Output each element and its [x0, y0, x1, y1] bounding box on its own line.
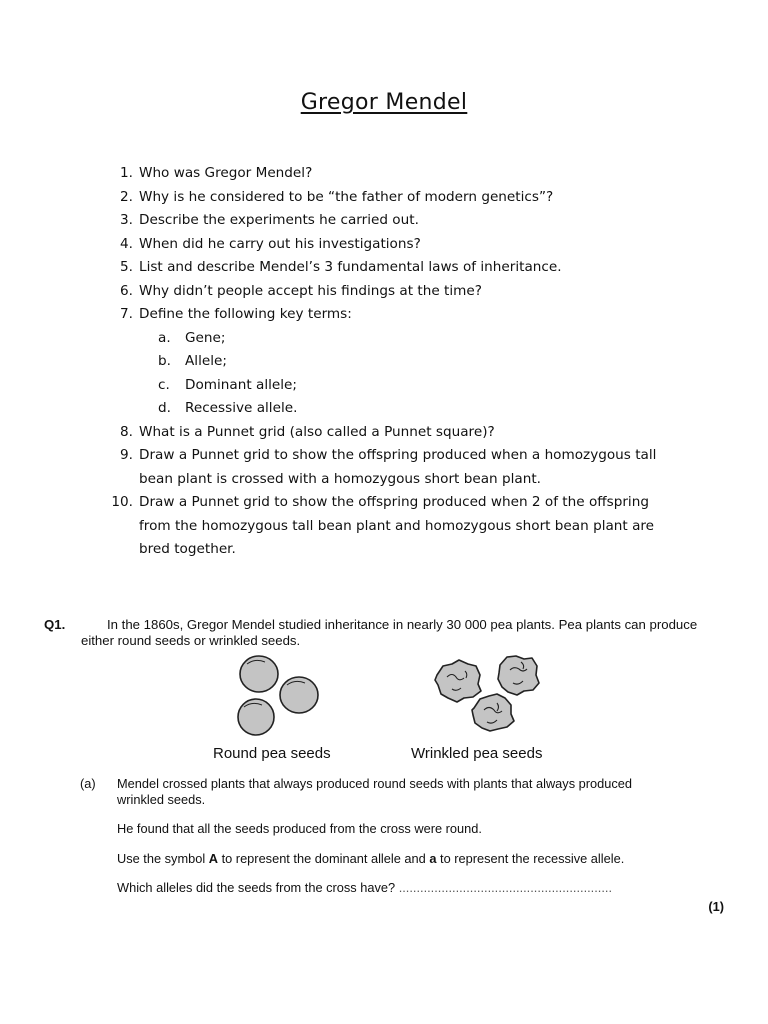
question-text: Describe the experiments he carried out. [139, 212, 419, 228]
key-term-letter: d. [158, 400, 171, 416]
question-number: 4. [120, 235, 133, 252]
caption-round-seeds: Round pea seeds [213, 745, 331, 762]
question-text: Define the following key terms: [139, 306, 352, 322]
key-term-letter: c. [158, 376, 170, 393]
round-seed [280, 677, 318, 713]
question-text: Draw a Punnet grid to show the offspring produced when a homozygous tall bean plant is crossed with a homozygous short bean plant. [139, 447, 657, 487]
key-term-text: Allele; [185, 353, 227, 369]
part-a-body [117, 776, 680, 896]
dominant-symbol: A [208, 850, 219, 866]
part-label: (a) [80, 776, 96, 791]
wrinkled-seed [498, 656, 539, 695]
question-number: 6. [120, 282, 133, 299]
part-a-paragraph: Mendel crossed plants that always produced round seeds with plants that always produced wrinkled seeds. [117, 776, 633, 807]
caption-wrinkled-seeds: Wrinkled pea seeds [411, 745, 543, 762]
question-number: 8. [120, 423, 133, 440]
question-text: Who was Gregor Mendel? [139, 165, 313, 181]
key-term-text: Recessive allele. [185, 400, 298, 416]
question-number: 5. [120, 259, 133, 275]
text-fragment: to represent the dominant allele and [221, 850, 426, 866]
question-number: 1. [120, 165, 133, 181]
round-seed [238, 699, 274, 735]
answer-line[interactable]: ............................................................ [398, 880, 613, 895]
question-intro: In the 1860s, Gregor Mendel studied inheritance in nearly 30 000 pea plants. Pea plants can produce either round seeds or wrinkled seeds. [81, 617, 698, 648]
wrinkled-seed [435, 660, 481, 702]
question-label: Q1. [44, 617, 66, 632]
recessive-symbol: a [429, 850, 437, 866]
question-number: 7. [120, 306, 133, 322]
question-text: What is a Punnet grid (also called a Punnet square)? [139, 423, 495, 440]
wrinkled-seed [472, 694, 514, 731]
question-number: 3. [120, 212, 133, 228]
question-text: When did he carry out his investigations? [139, 235, 421, 252]
round-pea-seeds [238, 656, 318, 735]
question-number: 10. [111, 494, 133, 510]
part-a-question [117, 880, 680, 896]
page-title: Gregor Mendel [300, 90, 468, 115]
question-number: 2. [120, 188, 133, 205]
key-term-letter: a. [158, 329, 171, 346]
key-term-letter: b. [158, 353, 171, 369]
question-text: Why didn’t people accept his findings at the time? [139, 282, 482, 299]
question-text: List and describe Mendel’s 3 fundamental laws of inheritance. [139, 259, 562, 275]
question-text: Why is he considered to be “the father of modern genetics”? [139, 188, 554, 205]
question-text: Draw a Punnet grid to show the offspring produced when 2 of the offspring from the homozygous tall bean plant and homozygous short bean plant are bred together. [139, 494, 655, 557]
part-a [80, 776, 680, 910]
marks-badge: (1) [708, 899, 724, 914]
question-number: 9. [120, 447, 133, 463]
key-term-text: Gene; [185, 329, 226, 346]
text-fragment: to represent the recessive allele. [440, 850, 625, 866]
key-term-text: Dominant allele; [185, 376, 297, 393]
question-text: Which alleles did the seeds from the cross have? [117, 880, 396, 895]
text-fragment: Use the symbol [117, 850, 206, 866]
round-seed [240, 656, 278, 692]
wrinkled-pea-seeds [435, 656, 539, 731]
part-a-symbols [117, 851, 680, 867]
part-a-paragraph: He found that all the seeds produced from the cross were round. [117, 821, 482, 836]
